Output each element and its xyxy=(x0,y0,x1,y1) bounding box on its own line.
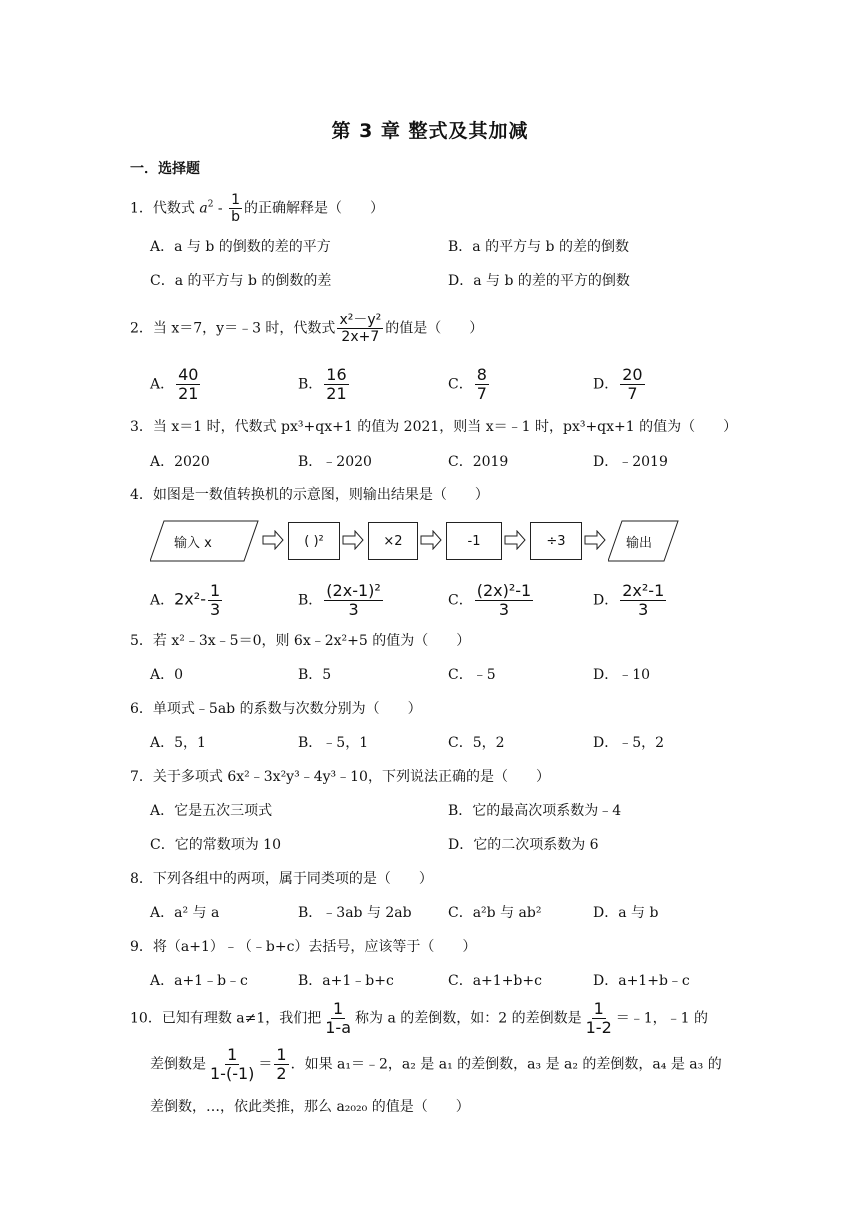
question-4: 4．如图是一数值转换机的示意图，则输出结果是（ ） xyxy=(130,487,489,503)
option-c[interactable]: C．﹣5 xyxy=(448,667,496,683)
option-c[interactable]: C．5，2 xyxy=(448,735,505,751)
arrow-right-icon xyxy=(584,530,606,550)
option-a[interactable]: A．a² 与 a xyxy=(150,905,220,921)
option-d[interactable]: D．a 与 b xyxy=(593,905,659,921)
option-c[interactable]: C． $\frac{8}{7}$ xyxy=(448,365,487,403)
flow-divide-box: ÷3 xyxy=(530,522,582,560)
arrow-right-icon xyxy=(262,530,284,550)
option-c[interactable]: C．它的常数项为 10 xyxy=(150,837,281,853)
question-10-line-2: 差倒数是 $\frac{1}{1-(-1)}$ ＝ $\frac{1}{2}$ ．如果 a₁＝﹣2，a₂ 是 a₁ 的差倒数，a₃ 是 a₂ 的差倒数，a₄ 是 a₃ 的 xyxy=(150,1045,722,1083)
arrow-right-icon xyxy=(504,530,526,550)
flow-subtract-box: -1 xyxy=(446,522,502,560)
question-9: 9．将（a+1）﹣（﹣b+c）去括号，应该等于（ ） xyxy=(130,939,477,955)
question-1: 1．代数式 $a^2$ - $\frac{1}{b}$ 的正确解释是（ ） xyxy=(130,192,385,225)
flow-output-label: 输出 xyxy=(626,536,653,551)
option-b[interactable]: B．a 的平方与 b 的差的倒数 xyxy=(448,239,629,255)
option-a[interactable]: A．它是五次三项式 xyxy=(150,803,273,819)
option-b[interactable]: B．5 xyxy=(298,667,332,683)
arrow-right-icon xyxy=(342,530,364,550)
option-b[interactable]: B．它的最高次项系数为﹣4 xyxy=(448,803,622,819)
question-7: 7．关于多项式 6x²﹣3x²y³﹣4y³﹣10，下列说法正确的是（ ） xyxy=(130,769,550,785)
option-d[interactable]: D．﹣5，2 xyxy=(593,735,665,751)
option-a[interactable]: A．5，1 xyxy=(150,735,206,751)
question-8: 8．下列各组中的两项，属于同类项的是（ ） xyxy=(130,871,433,887)
question-5: 5．若 x²﹣3x﹣5＝0，则 6x﹣2x²+5 的值为（ ） xyxy=(130,633,471,649)
option-d[interactable]: D．它的二次项系数为 6 xyxy=(448,837,599,853)
fraction: $\frac{1}{b}$ xyxy=(231,192,241,225)
option-b[interactable]: B．﹣2020 xyxy=(298,454,372,470)
option-b[interactable]: B．a+1﹣b+c xyxy=(298,973,394,989)
option-a[interactable]: A． $\frac{40}{21}$ xyxy=(150,365,199,403)
option-c[interactable]: C．a²b 与 ab² xyxy=(448,905,542,921)
option-a[interactable]: A．a 与 b 的倒数的差的平方 xyxy=(150,239,331,255)
option-b[interactable]: B．﹣3ab 与 2ab xyxy=(298,905,412,921)
option-b[interactable]: B． $\frac{16}{21}$ xyxy=(298,365,347,403)
option-a[interactable]: A．2x²- $\frac{1}{3}$ xyxy=(150,581,221,619)
option-d[interactable]: D．a+1+b﹣c xyxy=(593,973,690,989)
question-2: 2．当 x＝7，y＝﹣3 时，代数式 $\frac{\text{x²－y²}}{2x+7}$ 的值是（ ） xyxy=(130,312,484,345)
option-c[interactable]: C． $\frac{\text{(2x)²-1}}{3}$ xyxy=(448,581,532,619)
option-a[interactable]: A．0 xyxy=(150,667,184,683)
flow-input-label: 输入 x xyxy=(174,536,212,551)
option-c[interactable]: C．2019 xyxy=(448,454,509,470)
arrow-right-icon xyxy=(420,530,442,550)
option-b[interactable]: B． $\frac{\text{(2x-1)²}}{3}$ xyxy=(298,581,381,619)
flow-square-box: ( )² xyxy=(288,522,340,560)
option-d[interactable]: D．a 与 b 的差的平方的倒数 xyxy=(448,273,630,289)
flowchart xyxy=(150,518,680,568)
option-d[interactable]: D． $\frac{20}{7}$ xyxy=(593,365,643,403)
question-6: 6．单项式﹣5ab 的系数与次数分别为（ ） xyxy=(130,701,422,717)
option-b[interactable]: B．﹣5，1 xyxy=(298,735,369,751)
option-c[interactable]: C．a 的平方与 b 的倒数的差 xyxy=(150,273,332,289)
section-heading: 一．选择题 xyxy=(130,161,200,177)
option-a[interactable]: A．a+1﹣b﹣c xyxy=(150,973,248,989)
question-3: 3．当 x＝1 时，代数式 px³+qx+1 的值为 2021，则当 x＝﹣1 时，px³+qx+1 的值为（ ） xyxy=(130,419,738,435)
flow-multiply-box: ×2 xyxy=(368,522,418,560)
option-a[interactable]: A．2020 xyxy=(150,454,210,470)
option-c[interactable]: C．a+1+b+c xyxy=(448,973,542,989)
question-10-line-1: 10．已知有理数 a≠1，我们把 $\frac{1}{1-a}$ 称为 a 的差倒数，如：2 的差倒数是 $\frac{1}{1-2}$ ＝﹣1，﹣1 的 xyxy=(130,999,709,1037)
option-d[interactable]: D．﹣10 xyxy=(593,667,651,683)
fraction: $\frac{\text{x²－y²}}{2x+7}$ xyxy=(339,312,382,345)
page-title: 第 3 章 整式及其加减 xyxy=(331,120,529,142)
option-d[interactable]: D．﹣2019 xyxy=(593,454,668,470)
option-d[interactable]: D． $\frac{\text{2x²-1}}{3}$ xyxy=(593,581,665,619)
question-10-line-3: 差倒数，…，依此类推，那么 a₂₀₂₀ 的值是（ ） xyxy=(150,1099,470,1115)
